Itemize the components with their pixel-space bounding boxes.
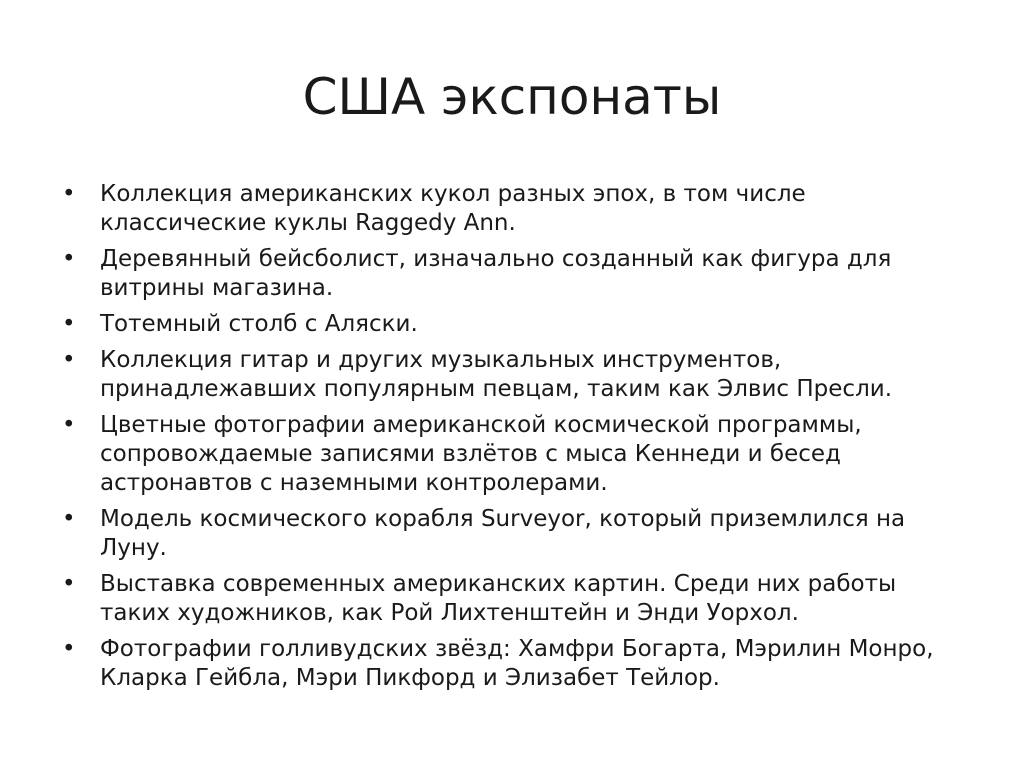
list-item xyxy=(62,180,970,238)
bullet-icon: • xyxy=(62,506,76,532)
list-item xyxy=(62,411,970,498)
list-item xyxy=(62,245,970,303)
bullet-list xyxy=(62,180,970,700)
list-item-text: Фотографии голливудских звёзд: Хамфри Богарта, Мэрилин Монро, Кларка Гейбла, Мэри Пикфорд и Элизабет Тейлор. xyxy=(100,636,934,691)
list-item-text: Выставка современных американских картин. Среди них работы таких художников, как Рой Лихтенштейн и Энди Уорхол. xyxy=(100,571,897,626)
list-item-text: Деревянный бейсболист, изначально созданный как фигура для витрины магазина. xyxy=(100,246,892,301)
bullet-icon: • xyxy=(62,636,76,662)
list-item-text: Коллекция американских кукол разных эпох, в том числе классические куклы Raggedy Ann. xyxy=(100,181,806,236)
slide-title: США экспонаты xyxy=(302,68,722,126)
list-item xyxy=(62,570,970,628)
list-item-text: Коллекция гитар и других музыкальных инструментов, принадлежавших популярным певцам, таким как Элвис Пресли. xyxy=(100,347,893,402)
bullet-icon: • xyxy=(62,246,76,272)
bullet-icon: • xyxy=(62,347,76,373)
list-item-text: Тотемный столб с Аляски. xyxy=(100,311,418,337)
bullet-icon: • xyxy=(62,412,76,438)
list-item xyxy=(62,346,970,404)
bullet-icon: • xyxy=(62,181,76,207)
bullet-icon: • xyxy=(62,571,76,597)
list-item-text: Модель космического корабля Surveyor, который приземлился на Луну. xyxy=(100,506,906,561)
list-item xyxy=(62,505,970,563)
list-item-text: Цветные фотографии американской космической программы, сопровождаемые записями взлётов с мыса Кеннеди и бесед астронавтов с наземными контролерами. xyxy=(100,412,862,496)
list-item xyxy=(62,635,970,693)
list-item xyxy=(62,310,970,339)
bullet-icon: • xyxy=(62,311,76,337)
